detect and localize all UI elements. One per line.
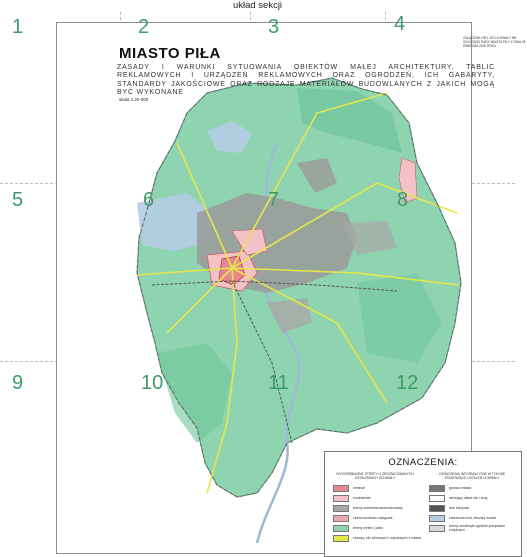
section-number: 7 bbox=[268, 189, 280, 211]
legend-label: zabudowa wód, obszary wodne bbox=[449, 515, 497, 520]
legend-swatch bbox=[333, 495, 349, 502]
resolution-note: ZAŁĄCZNIK NR 1 DO UCHWAŁY NR XXV/235/20 RADY MIASTA PIŁY Z DNIA 28 KWIETNIA 2020 ROKU bbox=[463, 36, 526, 48]
section-grid bbox=[0, 12, 526, 550]
legend-item bbox=[429, 495, 487, 502]
legend-label: strefa handlowo-usługowa bbox=[353, 515, 393, 520]
section-number: 3 bbox=[268, 16, 280, 38]
legend-item bbox=[429, 505, 469, 512]
section-number: 5 bbox=[12, 189, 24, 211]
legend-swatch bbox=[429, 505, 445, 512]
section-number: 11 bbox=[268, 372, 289, 394]
legend-label: śródmieście bbox=[353, 495, 372, 500]
legend-item bbox=[333, 495, 371, 502]
legend-item bbox=[333, 505, 403, 512]
legend-swatch bbox=[333, 505, 349, 512]
section-number: 8 bbox=[397, 189, 409, 211]
legend-item bbox=[429, 485, 471, 492]
legend-swatch bbox=[429, 525, 445, 532]
legend-label: obszary ulic wlotowych i wylotowych z miasta bbox=[353, 535, 422, 540]
scale-label: skala 1:20 000 bbox=[119, 97, 149, 102]
section-number: 4 bbox=[394, 13, 406, 35]
legend-item bbox=[429, 515, 496, 522]
legend-swatch bbox=[429, 495, 445, 502]
legend-item bbox=[333, 525, 383, 532]
legend-label: linie kolejowe bbox=[449, 505, 470, 510]
legend-swatch bbox=[333, 535, 349, 542]
layout-caption: układ sekcji bbox=[232, 0, 283, 11]
legend-box bbox=[324, 451, 522, 557]
legend-right-header: OZNACZENIA INFORMACYJNE W TYM NIE STANOWIĄCE USTALEŃ UCHWAŁY bbox=[438, 472, 506, 480]
legend-swatch bbox=[429, 515, 445, 522]
legend-left-header: WYODRĘBNIONE STREFY O ZRÓŻNICOWANYCH USTALENIACH UCHWAŁY bbox=[336, 472, 414, 480]
section-number: 2 bbox=[138, 16, 150, 38]
section-number: 12 bbox=[396, 372, 419, 394]
legend-item bbox=[429, 525, 517, 532]
legend-label: istniejący układ ulic i dróg bbox=[449, 495, 488, 500]
legend-label: tereny zieleni i parki bbox=[353, 525, 383, 530]
section-number: 6 bbox=[143, 189, 155, 211]
section-number: 1 bbox=[12, 16, 24, 38]
legend-swatch bbox=[429, 485, 445, 492]
map-title: MIASTO PIŁA bbox=[119, 45, 221, 62]
legend-item bbox=[333, 515, 392, 522]
legend-label: tereny zainwestowane/zabudowy bbox=[353, 505, 403, 510]
legend-label: tereny zamknięte zgodnie przepisami odrębnymi bbox=[449, 523, 505, 532]
legend-swatch bbox=[333, 525, 349, 532]
map-sheet bbox=[56, 22, 526, 554]
legend-item bbox=[333, 485, 365, 492]
section-number: 9 bbox=[12, 372, 24, 394]
section-number: 10 bbox=[141, 372, 164, 394]
legend-swatch bbox=[333, 515, 349, 522]
legend-title: OZNACZENIA: bbox=[388, 457, 458, 468]
legend-label: centrum bbox=[353, 485, 366, 490]
legend-item bbox=[333, 535, 423, 542]
map-subtitle: ZASADY I WARUNKI SYTUOWANIA OBIEKTÓW MAŁEJ ARCHITEKTURY, TABLIC REKLAMOWYCH I URZĄDZEŃ REKLAMOWYCH ORAZ OGRODZEŃ, ICH GABARYTY, STANDARDY JAKOŚCIOWE ORAZ RODZAJE MATERIAŁÓW BUDOWLANYCH Z JAKICH MOGĄ BYĆ WYKONANE bbox=[117, 64, 495, 97]
legend-swatch bbox=[333, 485, 349, 492]
legend-label: granica miasta bbox=[449, 485, 472, 490]
